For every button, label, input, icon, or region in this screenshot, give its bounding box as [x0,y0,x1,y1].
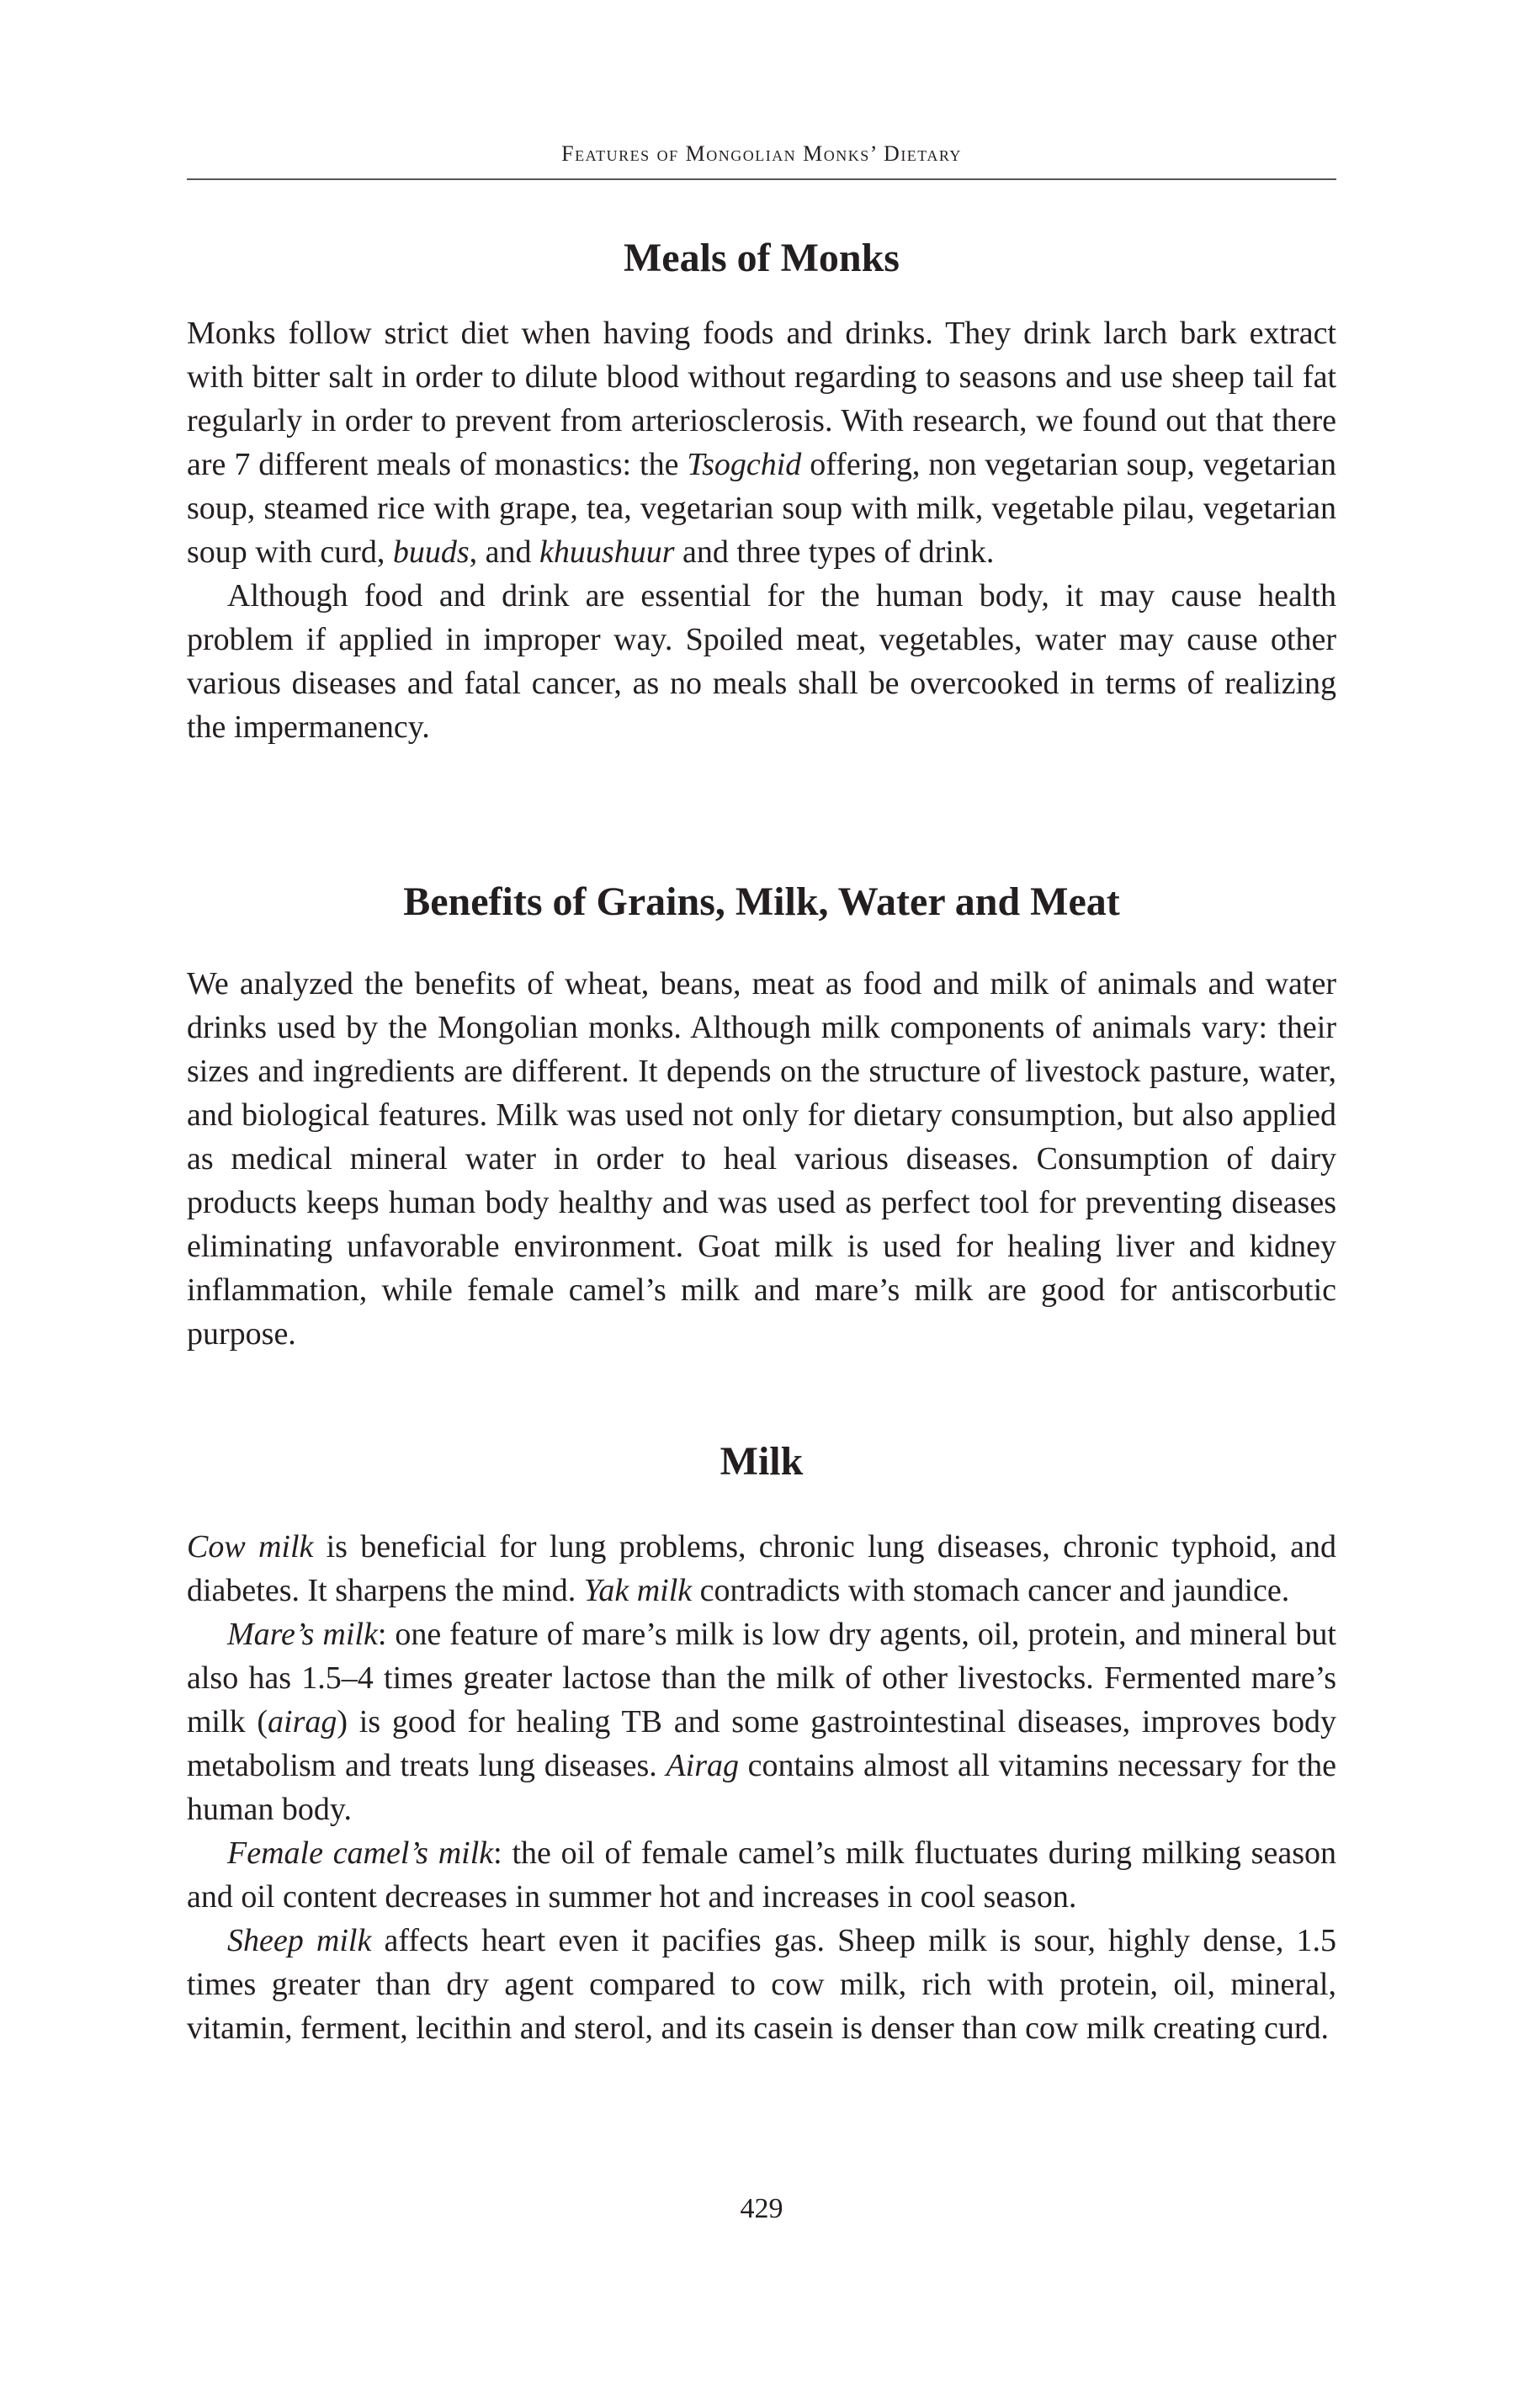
italic-term: buuds [392,534,470,570]
italic-term: Cow milk [187,1529,314,1564]
text-run: We analyzed the benefits of wheat, beans, meat as food and milk of animals and water drinks used by the Mongolian monks. Although milk components of animals vary: their sizes and ingredients are different. It depends on the structure of livestock pasture, water, and biological features. Milk was used not only for dietary consumption, but also applied as medical mineral water in order to heal various diseases. Consumption of dairy products keeps human body healthy and was used as perfect tool for preventing diseases eliminating unfavorable environment. Goat milk is used for healing liver and kidney inflammation, while female camel’s milk and mare’s milk are good for antiscorbutic purpose. [187,966,1336,1352]
italic-term: Airag [666,1748,739,1783]
running-head: Features of Mongolian Monks’ Dietary [561,141,962,166]
text-run: : one feature of mare’s milk is low dry agents, oil, protein, and mineral but also has 1.5–4 times greater lactose than the milk of other livestocks. Fermented mare’s milk ( [187,1617,1336,1740]
italic-term: khuushuur [539,534,675,570]
text-run: contradicts with stomach cancer and jaundice. [692,1573,1290,1608]
page-number: 429 [740,2193,783,2224]
italic-term: Female camel’s milk [227,1835,494,1871]
paragraph [187,1919,1336,2050]
paragraph [187,962,1336,1356]
text-run: offering, non vegetarian soup, vegetarian soup, steamed rice with grape, tea, vegetarian soup with milk, vegetable pilau, vegetarian soup with curd, [187,447,1336,570]
italic-term: Tsogchid [687,447,802,482]
section-title-milk: Milk [720,1439,804,1484]
text-run: is beneficial for lung problems, chronic lung diseases, chronic typhoid, and diabetes. It sharpens the mind. [187,1529,1336,1608]
italic-term: airag [268,1704,337,1740]
section-body-meals-of-monks [187,311,1336,749]
text-run: and three types of drink. [674,534,995,570]
text-run: contains almost all vitamins necessary for the human body. [187,1748,1336,1827]
text-run: , and [469,534,540,570]
section-title-meals-of-monks: Meals of Monks [624,236,900,280]
section-body-benefits [187,962,1336,1356]
header-rule [187,178,1336,180]
paragraph [187,574,1336,749]
text-run: Monks follow strict diet when having foods and drinks. They drink larch bark extract with bitter salt in order to dilute blood without regarding to seasons and use sheep tail fat regularly in order to prevent from arteriosclerosis. With research, we found out that there are 7 different meals of monastics: the [187,316,1336,482]
paragraph [187,1831,1336,1919]
italic-term: Yak milk [583,1573,693,1608]
paragraph [187,1612,1336,1831]
section-body-milk [187,1525,1336,2050]
text-run: ) is good for healing TB and some gastrointestinal diseases, improves body metabolism and treats lung diseases. [187,1704,1336,1783]
paragraph [187,311,1336,574]
italic-term: Sheep milk [227,1923,372,1958]
italic-term: Mare’s milk [227,1617,378,1652]
section-title-benefits: Benefits of Grains, Milk, Water and Meat [403,879,1120,924]
paragraph [187,1525,1336,1612]
text-run: : the oil of female camel’s milk fluctuates during milking season and oil content decreases in summer hot and increases in cool season. [187,1835,1336,1915]
text-run: Although food and drink are essential for the human body, it may cause health problem if applied in improper way. Spoiled meat, vegetables, water may cause other various diseases and fatal cancer, as no meals shall be overcooked in terms of realizing the impermanency. [187,578,1336,745]
text-run: affects heart even it pacifies gas. Sheep milk is sour, highly dense, 1.5 times greater than dry agent compared to cow milk, rich with protein, oil, mineral, vitamin, ferment, lecithin and sterol, and its casein is denser than cow milk creating curd. [187,1923,1336,2046]
